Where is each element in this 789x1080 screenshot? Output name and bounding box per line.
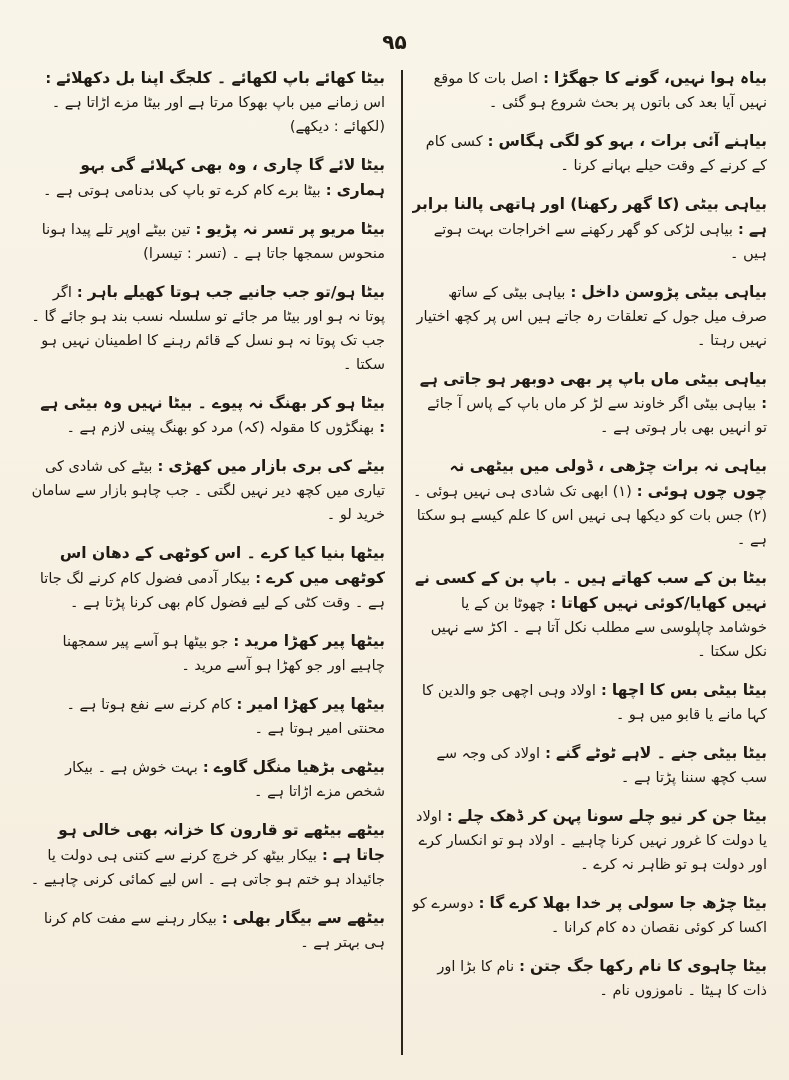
colon-separator: : xyxy=(538,71,554,87)
proverb-headword: بیٹے کی بری بازار میں کھڑی xyxy=(168,457,385,475)
proverb-meaning: کسی کام کے کرنے کے وقت حیلے بہانے کرنا ۔ xyxy=(425,134,767,174)
proverb-entry xyxy=(30,153,385,203)
proverb-headword: بیاہی بیٹی (کا گھر رکھنا) اور ہاتھی پالنا برابر ہے xyxy=(412,195,767,238)
colon-separator: : xyxy=(316,848,333,864)
proverb-headword: بیٹا ہو کر بھنگ نہ پیوے ۔ بیٹا نہیں وہ بیٹی ہے xyxy=(40,394,385,412)
proverb-headword: بیٹا بیٹی بس کا اچھا xyxy=(611,681,767,699)
proverb-entry xyxy=(30,454,385,527)
proverb-entry xyxy=(30,280,385,377)
proverb-meaning: تین بیٹے اوپر تلے پیدا ہونا منحوس سمجھا جاتا ہے ۔ (تسر : تیسرا) xyxy=(41,222,385,262)
proverb-meaning: بہت خوش ہے ۔ بیکار شخص مزے اڑاتا ہے ۔ xyxy=(65,760,385,800)
proverb-meaning: اصل بات کا موقع نہیں آیا بعد کی باتوں پر بحث شروع ہو گئی ۔ xyxy=(433,71,767,111)
colon-separator: : xyxy=(320,183,337,199)
proverb-entry xyxy=(412,66,767,115)
proverb-headword: بیٹھا پیر کھڑا مرید xyxy=(244,632,385,650)
proverb-entry xyxy=(412,454,767,552)
proverb-entry xyxy=(412,954,767,1003)
colon-separator: : xyxy=(71,285,88,301)
proverb-entry xyxy=(412,804,767,877)
proverb-meaning: بیاہی بیٹی اگر خاوند سے لڑ کر ماں باپ کے پاس آ جائے تو انہیں بھی بار ہوتی ہے ۔ xyxy=(427,396,767,436)
proverb-meaning: بیکار بیٹھ کر خرچ کرنے سے کتنی ہی دولت یا جائیداد ہو ختم ہو جاتی ہے ۔ اس لیے کمائی کرنی چاہیے ۔ xyxy=(30,848,385,888)
proverb-meaning: نام کا بڑا اور ذات کا ہیٹا ۔ ناموزوں نام ۔ xyxy=(437,959,767,999)
colon-separator: : xyxy=(631,484,648,500)
proverb-meaning: کام کرنے سے نفع ہوتا ہے ۔ محنتی امیر ہوتا ہے ۔ xyxy=(66,697,385,737)
proverb-meaning: اولاد کی وجہ سے سب کچھ سننا پڑتا ہے ۔ xyxy=(436,746,767,786)
proverb-headword: بیٹھے بیٹھے تو قارون کا خزانہ بھی خالی ہو جاتا ہے xyxy=(58,821,385,864)
proverb-headword: بیٹا جن کر نیو چلے سونا پہن کر ڈھک چلے xyxy=(457,807,767,825)
colon-separator: : xyxy=(540,746,556,762)
colon-separator: : xyxy=(482,134,499,150)
right-column xyxy=(412,66,767,1061)
proverb-entry xyxy=(412,129,767,178)
colon-separator: : xyxy=(216,911,233,927)
proverb-meaning: اس زمانے میں باپ بھوکا مرتا ہے اور بیٹا مزے اڑاتا ہے ۔ (لکھائے : دیکھے) xyxy=(51,95,385,135)
proverb-entry xyxy=(30,66,385,139)
proverb-meaning: بیکار آدمی فضول کام کرنے لگ جاتا ہے ۔ وقت کٹی کے لیے فضول کام بھی کرنا پڑتا ہے ۔ xyxy=(39,571,385,611)
proverb-headword: بیٹھے سے بیگار بھلی xyxy=(232,909,385,927)
proverb-headword: بیاہی بیٹی ماں باپ پر بھی دوبھر ہو جاتی ہے xyxy=(419,370,767,388)
colon-separator: : xyxy=(595,683,612,699)
left-column xyxy=(30,66,385,1061)
colon-separator: : xyxy=(231,697,248,713)
proverb-entry xyxy=(412,566,767,664)
proverb-headword: بیاہ ہوا نہیں، گونے کا جھگڑا xyxy=(553,69,767,87)
proverb-entry xyxy=(412,891,767,940)
proverb-meaning: بیکار رہنے سے مفت کام کرنا ہی بہتر ہے ۔ xyxy=(43,911,385,951)
proverb-meaning: اگر پوتا نہ ہو اور بیٹا مر جائے تو سلسلہ نسب بند ہو جائے گا ۔ جب تک پوتا نہ ہو نسل کے قائم رہنے کا اطمینان نہیں ہو سکتا ۔ xyxy=(31,285,385,373)
proverb-meaning: بھنگڑوں کا مقولہ (کہ) مرد کو بھنگ پینی لازم ہے ۔ xyxy=(66,420,375,436)
colon-separator: : xyxy=(732,222,749,238)
proverb-entry xyxy=(30,692,385,741)
proverb-entry xyxy=(30,629,385,678)
proverb-headword: بیاہی نہ برات چڑھی ، ڈولی میں بیٹھی نہ چوں چوں ہوئی xyxy=(449,457,767,500)
colon-separator: : xyxy=(228,634,245,650)
proverb-meaning: اولاد یا دولت کا غرور نہیں کرنا چاہیے ۔ اولاد ہو تو انکسار کرے اور دولت ہو تو ظاہر نہ کرے ۔ xyxy=(416,809,767,873)
proverb-meaning: دوسرے کو اکسا کر کوئی نقصان دہ کام کرانا ۔ xyxy=(412,896,767,936)
proverb-headword: بیٹا مریو پر تسر نہ پڑیو xyxy=(206,220,385,238)
proverb-headword: بیٹھا بنیا کیا کرے ۔ اس کوٹھی کے دھان اس کوٹھی میں کرے xyxy=(59,544,385,587)
proverb-entry xyxy=(30,217,385,266)
proverb-entry xyxy=(30,391,385,440)
proverb-meaning: جو بیٹھا ہو آسے پیر سمجھنا چاہیے اور جو کھڑا ہو آسے مرید ۔ xyxy=(62,634,385,674)
proverb-entry xyxy=(412,192,767,266)
proverb-headword: بیٹا کھائے باپ لکھائے ۔ کلجگ اپنا بل دکھلائے xyxy=(56,69,385,87)
proverb-headword: بیٹا چاہوی کا نام رکھا جگ جتن xyxy=(530,957,767,975)
proverb-entry xyxy=(412,678,767,727)
proverb-meaning: بیٹا برے کام کرے تو باپ کی بدنامی ہوتی ہے ۔ xyxy=(42,183,321,199)
colon-separator: : xyxy=(152,459,169,475)
proverb-headword: بیاہنے آئی برات ، بہو کو لگی ہگاس xyxy=(498,132,767,150)
colon-separator: : xyxy=(190,222,207,238)
proverb-headword: بیٹھا پیر کھڑا امیر xyxy=(247,695,385,713)
proverb-entry xyxy=(30,818,385,892)
proverb-meaning: بیاہی لڑکی کو گھر رکھنے سے اخراجات بہت ہوتے ہیں ۔ xyxy=(433,222,767,262)
column-divider xyxy=(401,70,403,1055)
proverb-headword: بیاہی بیٹی پڑوسن داخل xyxy=(581,283,767,301)
colon-separator: : xyxy=(441,809,458,825)
colon-separator: : xyxy=(45,71,57,87)
proverb-headword: بیٹھی بڑھیا منگل گاوے xyxy=(213,758,385,776)
proverb-headword: بیٹا ہو/تو جب جانیے جب ہوتا کھیلے باہر xyxy=(87,283,385,301)
proverb-meaning: بیٹے کی شادی کی تیاری میں کچھ دیر نہیں لگتی ۔ جب چاہو بازار سے سامان خرید لو ۔ xyxy=(31,459,385,523)
proverb-entry xyxy=(412,741,767,790)
proverb-headword: بیٹا بیٹی جنے ۔ لاہے ٹوٹے گنے xyxy=(555,744,767,762)
proverb-entry xyxy=(30,755,385,804)
page-number: ۹۵ xyxy=(382,30,407,54)
proverb-headword: بیٹا لائے گا چاری ، وہ بھی کہلائے گی بہو ہماری xyxy=(80,156,385,199)
colon-separator: : xyxy=(374,420,385,436)
colon-separator: : xyxy=(756,396,767,412)
proverb-meaning: (۱) ابھی تک شادی ہی نہیں ہوئی ۔ (۲) جس بات کو دیکھا ہی نہیں اس کا علم کیسے ہو سکتا ہے ۔ xyxy=(413,484,767,548)
proverb-meaning: اولاد وہی اچھی جو والدین کا کہا مانے یا قابو میں ہو ۔ xyxy=(421,683,767,723)
proverb-headword: بیٹا چڑھ جا سولی پر خدا بھلا کرے گا xyxy=(489,894,767,912)
proverb-meaning: چھوٹا بن کے یا خوشامد چاپلوسی سے مطلب نکل آتا ہے ۔ اکڑ سے نہیں نکل سکتا ۔ xyxy=(430,596,767,660)
proverb-entry xyxy=(412,280,767,353)
colon-separator: : xyxy=(250,571,267,587)
proverb-headword: بیٹا بن کے سب کھاتے ہیں ۔ باپ بن کے کسی نے نہیں کھایا/کوئی نہیں کھاتا xyxy=(414,569,767,612)
proverb-entry xyxy=(412,367,767,440)
colon-separator: : xyxy=(473,896,490,912)
colon-separator: : xyxy=(197,760,214,776)
proverb-meaning: بیاہی بیٹی کے ساتھ صرف میل جول کے تعلقات رہ جاتے ہیں اس پر کچھ اختیار نہیں رہتا ۔ xyxy=(416,285,767,349)
proverb-entry xyxy=(30,906,385,955)
colon-separator: : xyxy=(514,959,531,975)
proverb-entry xyxy=(30,541,385,615)
colon-separator: : xyxy=(565,285,582,301)
colon-separator: : xyxy=(545,596,562,612)
